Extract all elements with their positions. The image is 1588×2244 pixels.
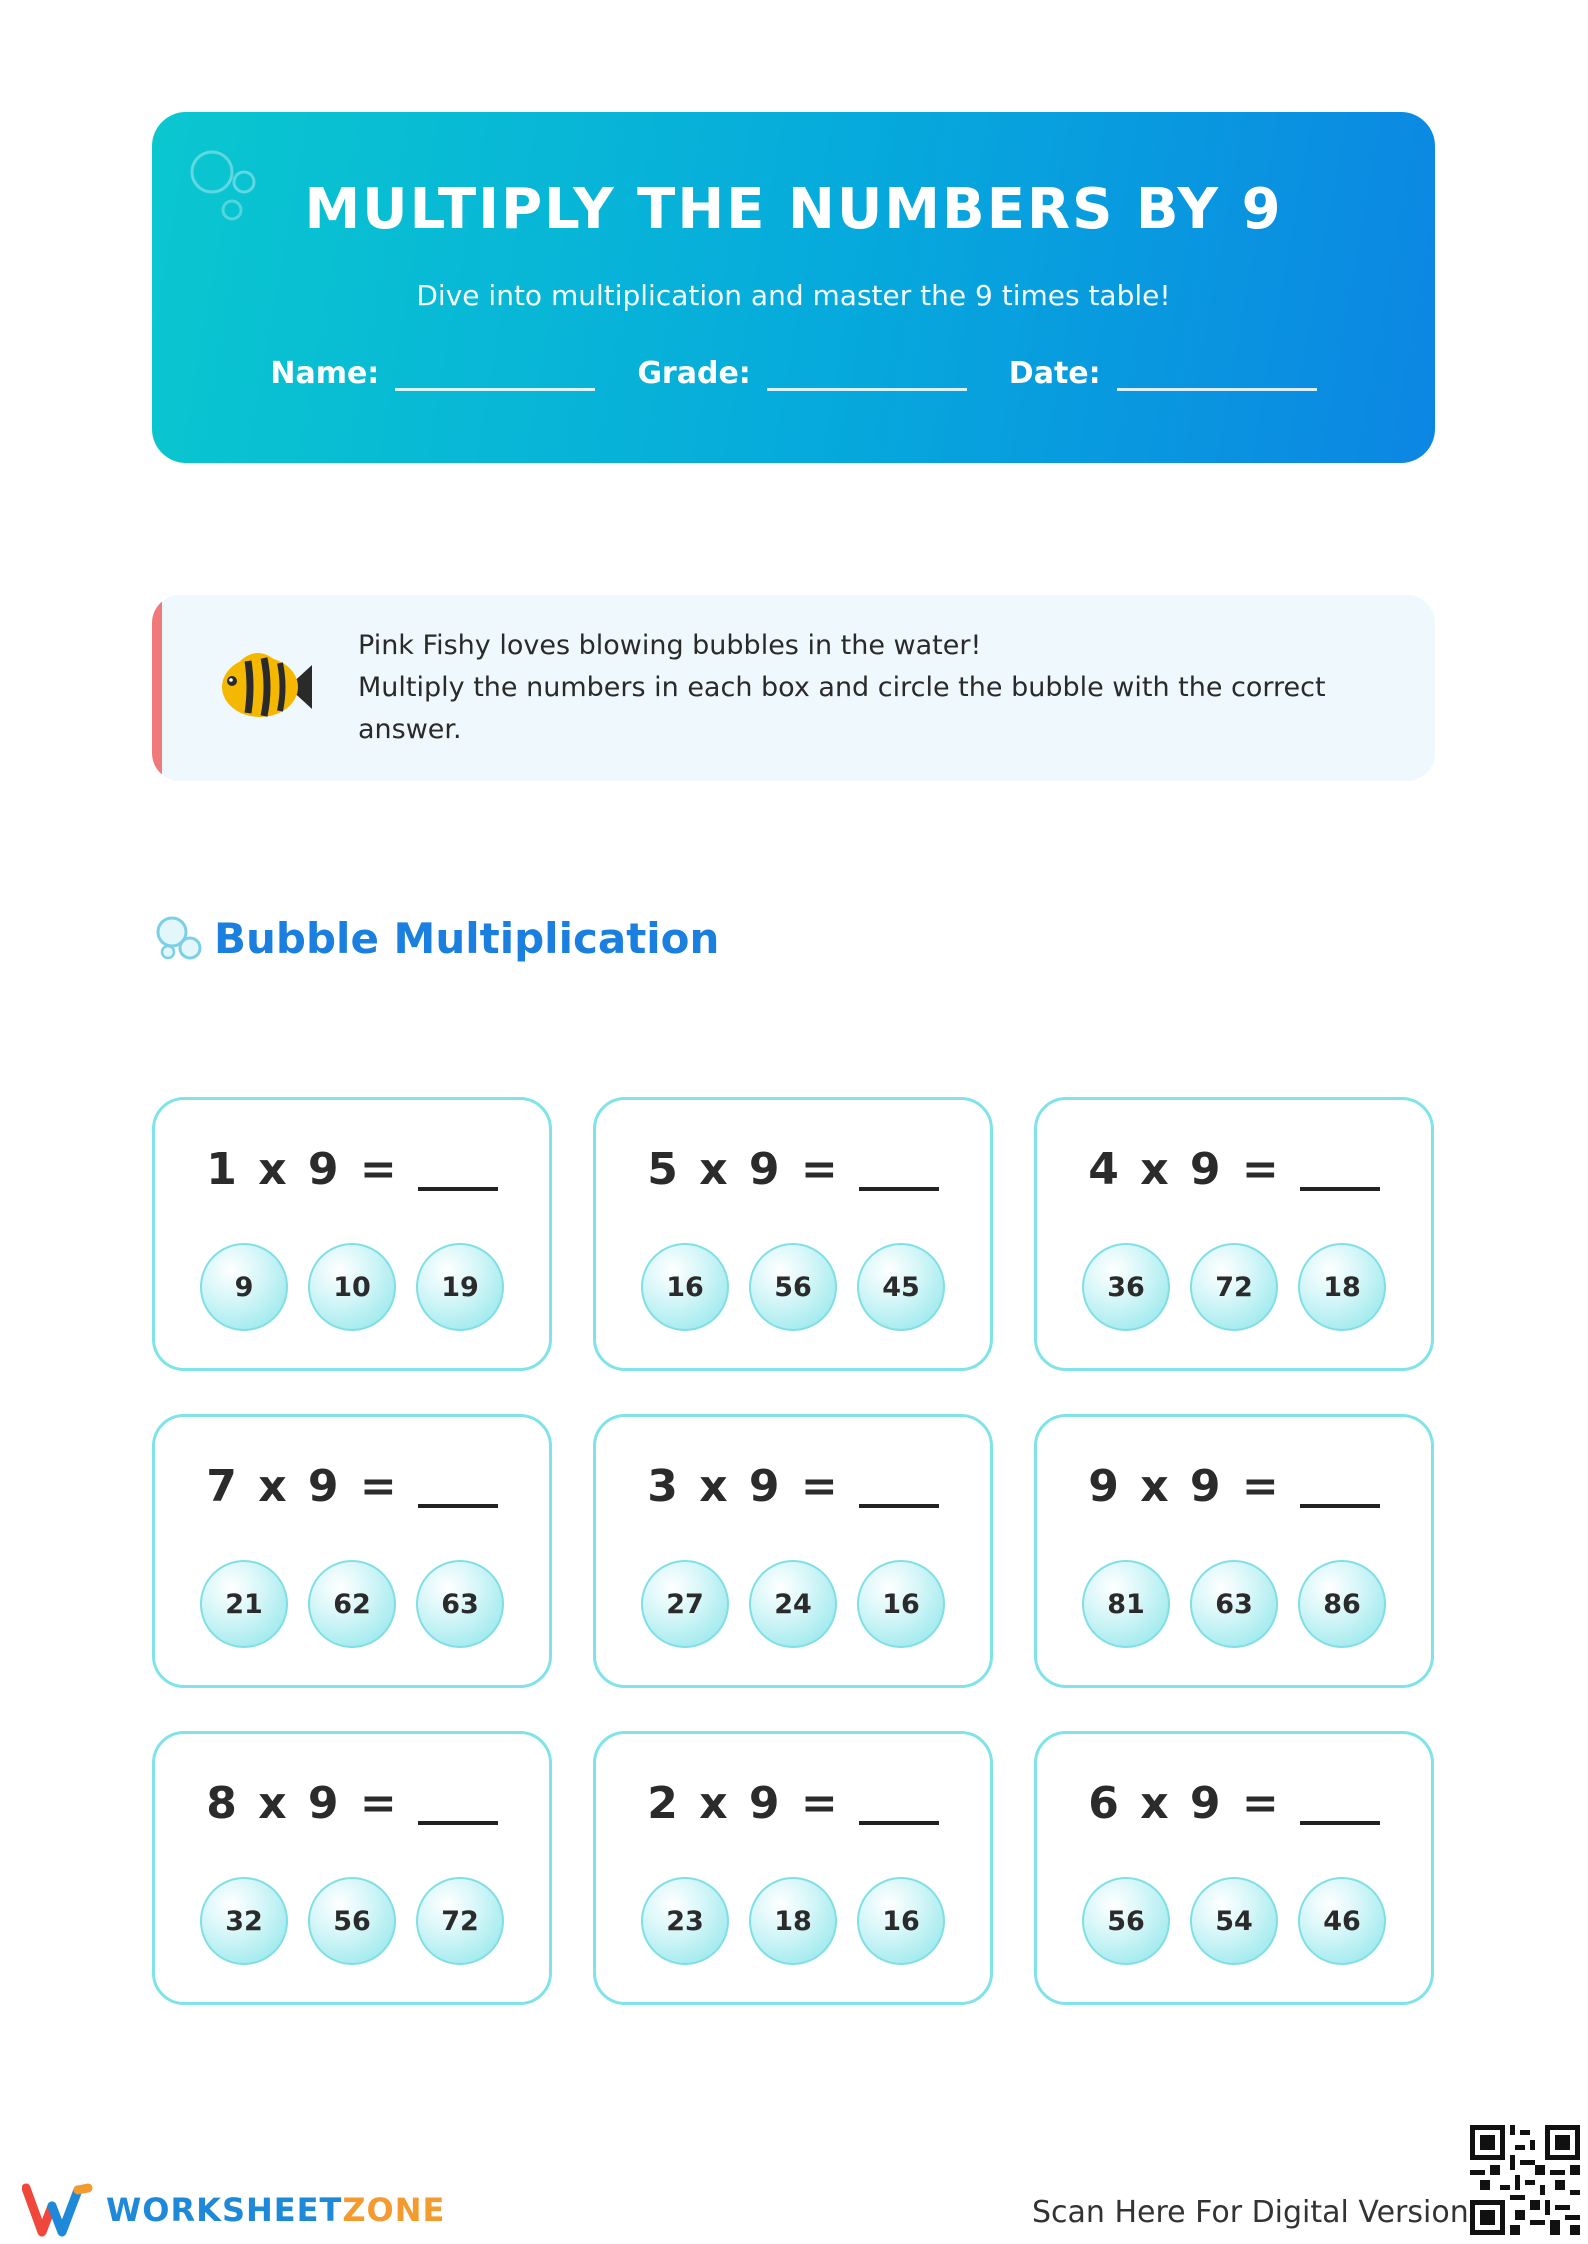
problem-card [593,1731,993,2005]
date-label: Date: [1008,356,1101,391]
answer-options [1037,1243,1431,1331]
answer-bubble[interactable]: 72 [1190,1243,1278,1331]
problem-grid [152,1097,1435,2005]
qr-code-icon[interactable] [1470,2125,1580,2235]
answer-blank[interactable] [859,1464,939,1508]
logo-icon [22,2182,94,2238]
answer-bubble[interactable]: 86 [1298,1560,1386,1648]
answer-bubble[interactable]: 18 [749,1877,837,1965]
problem-equation-row [1037,1461,1431,1512]
answer-options [1037,1877,1431,1965]
answer-options [155,1243,549,1331]
problem-equation-row [1037,1778,1431,1829]
problem-equation: 6 x 9 = [1088,1778,1282,1829]
answer-options [596,1877,990,1965]
answer-options [596,1560,990,1648]
problem-equation: 5 x 9 = [647,1144,841,1195]
problem-equation: 2 x 9 = [647,1778,841,1829]
answer-bubble[interactable]: 36 [1082,1243,1170,1331]
problem-equation-row [596,1778,990,1829]
brand-name: WORKSHEETZONE [106,2191,446,2229]
problem-equation-row [596,1461,990,1512]
problem-equation: 1 x 9 = [206,1144,400,1195]
answer-bubble[interactable]: 27 [641,1560,729,1648]
answer-bubble[interactable]: 9 [200,1243,288,1331]
date-blank[interactable] [1117,352,1317,391]
answer-bubble[interactable]: 32 [200,1877,288,1965]
instruction-accent-bar [152,595,162,781]
answer-bubble[interactable]: 56 [1082,1877,1170,1965]
answer-bubble[interactable]: 16 [857,1560,945,1648]
answer-blank[interactable] [418,1781,498,1825]
answer-bubble[interactable]: 45 [857,1243,945,1331]
problem-card [152,1414,552,1688]
answer-blank[interactable] [1300,1781,1380,1825]
grade-field[interactable] [637,352,966,391]
answer-bubble[interactable]: 10 [308,1243,396,1331]
bubbles-icon [152,912,204,964]
answer-blank[interactable] [1300,1464,1380,1508]
answer-blank[interactable] [418,1147,498,1191]
problem-equation: 9 x 9 = [1088,1461,1282,1512]
name-field[interactable] [270,352,595,391]
problem-card [152,1097,552,1371]
problem-card [593,1097,993,1371]
answer-bubble[interactable]: 16 [641,1243,729,1331]
instruction-text [358,625,1398,751]
problem-equation: 7 x 9 = [206,1461,400,1512]
problem-equation: 3 x 9 = [647,1461,841,1512]
answer-options [155,1560,549,1648]
name-label: Name: [270,356,380,391]
section-heading [152,912,719,964]
answer-blank[interactable] [418,1464,498,1508]
grade-label: Grade: [637,356,751,391]
answer-blank[interactable] [859,1147,939,1191]
answer-blank[interactable] [1300,1147,1380,1191]
page-subtitle: Dive into multiplication and master the 9 times table! [416,279,1171,312]
answer-bubble[interactable]: 63 [416,1560,504,1648]
problem-equation-row [155,1144,549,1195]
problem-card [152,1731,552,2005]
problem-equation-row [155,1778,549,1829]
answer-bubble[interactable]: 81 [1082,1560,1170,1648]
problem-card [1034,1731,1434,2005]
section-title: Bubble Multiplication [214,913,720,963]
answer-bubble[interactable]: 23 [641,1877,729,1965]
answer-bubble[interactable]: 72 [416,1877,504,1965]
answer-bubble[interactable]: 62 [308,1560,396,1648]
date-field[interactable] [1009,352,1317,391]
answer-options [155,1877,549,1965]
instruction-box [152,595,1435,781]
answer-bubble[interactable]: 16 [857,1877,945,1965]
fish-icon [218,647,314,727]
problem-card [1034,1097,1434,1371]
worksheet-header [152,112,1435,463]
worksheetzone-logo [22,2182,445,2238]
problem-equation-row [1037,1144,1431,1195]
problem-card [1034,1414,1434,1688]
answer-bubble[interactable]: 46 [1298,1877,1386,1965]
answer-options [1037,1560,1431,1648]
grade-blank[interactable] [767,352,967,391]
answer-bubble[interactable]: 63 [1190,1560,1278,1648]
problem-equation-row [155,1461,549,1512]
answer-bubble[interactable]: 54 [1190,1877,1278,1965]
answer-bubble[interactable]: 21 [200,1560,288,1648]
problem-equation: 8 x 9 = [206,1778,400,1829]
instruction-line-1: Pink Fishy loves blowing bubbles in the water! [358,630,982,661]
problem-equation: 4 x 9 = [1088,1144,1282,1195]
problem-card [593,1414,993,1688]
answer-bubble[interactable]: 56 [749,1243,837,1331]
answer-blank[interactable] [859,1781,939,1825]
answer-options [596,1243,990,1331]
answer-bubble[interactable]: 56 [308,1877,396,1965]
answer-bubble[interactable]: 19 [416,1243,504,1331]
problem-equation-row [596,1144,990,1195]
student-info-fields [152,352,1435,391]
instruction-line-2: Multiply the numbers in each box and circle the bubble with the correct answer. [358,672,1326,745]
name-blank[interactable] [395,352,595,391]
page-title: MULTIPLY THE NUMBERS BY 9 [304,177,1283,242]
answer-bubble[interactable]: 18 [1298,1243,1386,1331]
scan-caption: Scan Here For Digital Version [1032,2195,1469,2230]
answer-bubble[interactable]: 24 [749,1560,837,1648]
